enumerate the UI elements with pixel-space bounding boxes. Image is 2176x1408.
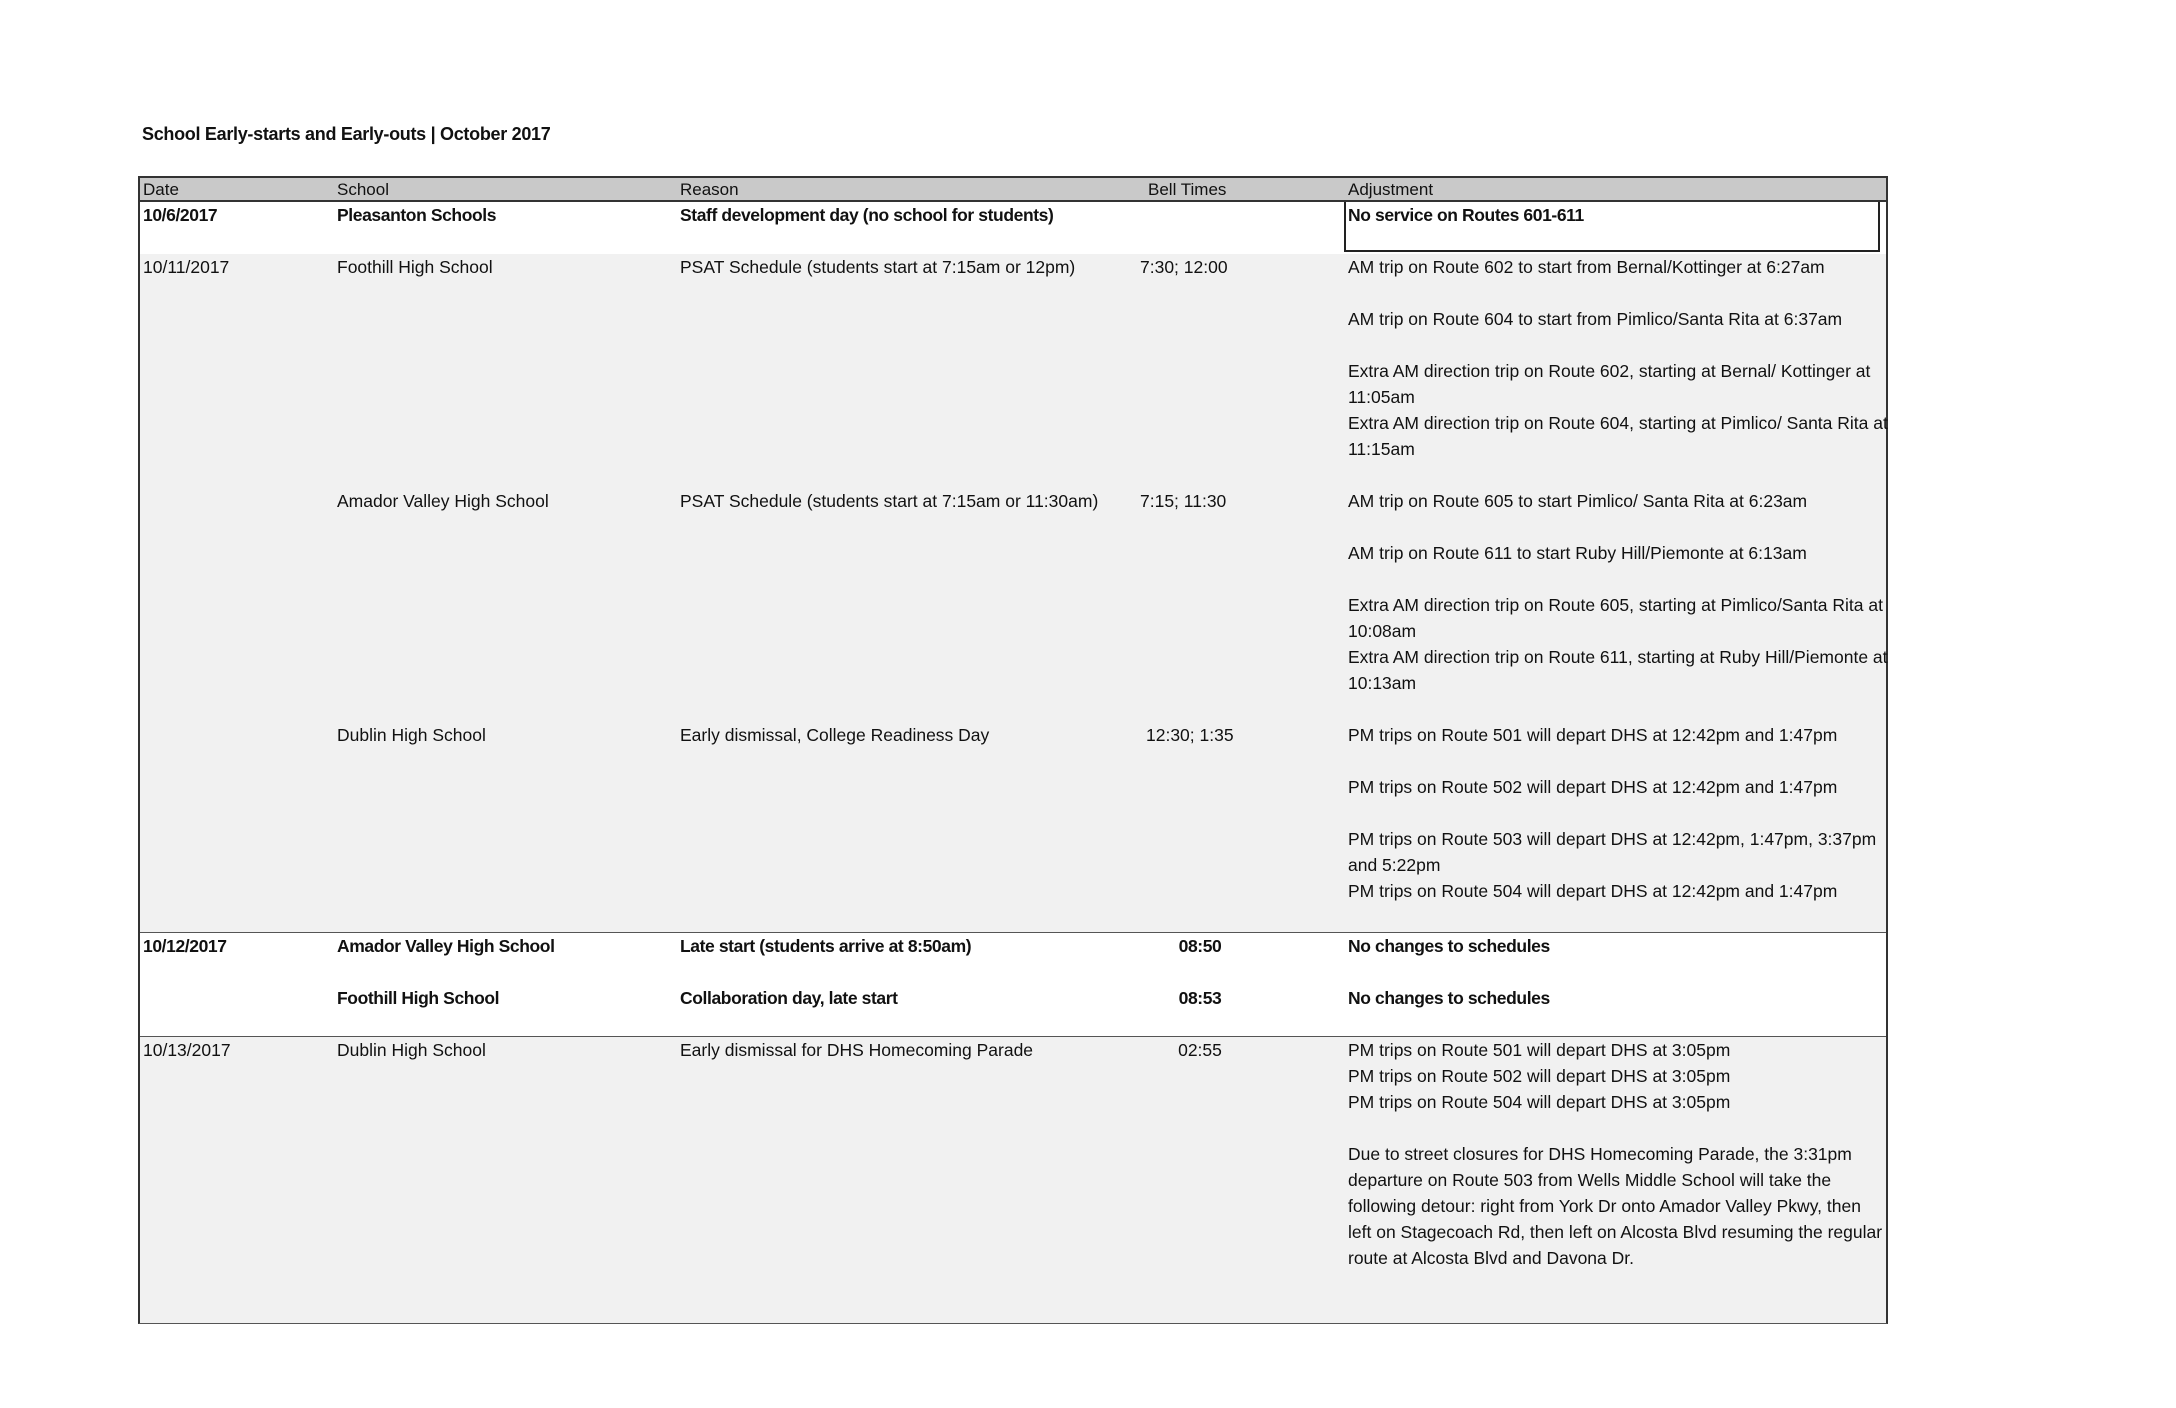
row-bell-times: 7:15; 11:30 — [1140, 491, 1227, 511]
row-reason: PSAT Schedule (students start at 7:15am or 11:30am) — [680, 491, 1099, 511]
adjustment-text: AM trip on Route 602 to start from Bernal/Kottinger at 6:27am — [1348, 257, 1825, 277]
adjustment-text: No changes to schedules — [1348, 936, 1550, 956]
column-header-bell-times: Bell Times — [1148, 180, 1227, 199]
adjustment-text: Extra AM direction trip on Route 602, starting at Bernal/ Kottinger at 11:05am — [1348, 361, 1871, 407]
column-header-adjustment: Adjustment — [1348, 180, 1434, 199]
row-reason: Collaboration day, late start — [680, 988, 898, 1008]
row-date: 10/11/2017 — [143, 257, 230, 277]
table-row — [140, 202, 1886, 254]
row-bell-times: 08:53 — [1178, 988, 1222, 1008]
adjustment-text: Extra AM direction trip on Route 611, starting at Ruby Hill/Piemonte at 10:13am — [1348, 647, 1888, 693]
adjustment-text: Extra AM direction trip on Route 604, starting at Pimlico/ Santa Rita at 11:15am — [1348, 413, 1888, 459]
schedule-table — [138, 176, 1888, 1324]
adjustment-text: PM trips on Route 501 will depart DHS at 12:42pm and 1:47pm — [1348, 725, 1838, 745]
row-school: Foothill High School — [337, 257, 493, 277]
adjustment-text: No changes to schedules — [1348, 988, 1550, 1008]
adjustment-text: AM trip on Route 604 to start from Pimlico/Santa Rita at 6:37am — [1348, 309, 1843, 329]
row-reason: Staff development day (no school for students) — [680, 205, 1054, 225]
row-reason: Late start (students arrive at 8:50am) — [680, 936, 972, 956]
row-adjustment — [1344, 202, 1880, 252]
adjustment-text: No service on Routes 601-611 — [1348, 205, 1584, 225]
adjustment-text: AM trip on Route 605 to start Pimlico/ Santa Rita at 6:23am — [1348, 491, 1808, 511]
adjustment-text: PM trips on Route 502 will depart DHS at 3:05pm — [1348, 1066, 1731, 1086]
row-date: 10/12/2017 — [143, 936, 227, 956]
row-date: 10/6/2017 — [143, 205, 218, 225]
row-reason: Early dismissal, College Readiness Day — [680, 725, 990, 745]
adjustment-text: PM trips on Route 501 will depart DHS at 3:05pm — [1348, 1040, 1731, 1060]
adjustment-text: AM trip on Route 611 to start Ruby Hill/Piemonte at 6:13am — [1348, 543, 1807, 563]
row-school: Dublin High School — [337, 725, 486, 745]
adjustment-text: PM trips on Route 504 will depart DHS at 12:42pm and 1:47pm — [1348, 881, 1838, 901]
row-date: 10/13/2017 — [143, 1040, 231, 1060]
row-reason: Early dismissal for DHS Homecoming Parade — [680, 1040, 1034, 1060]
row-school: Amador Valley High School — [337, 936, 555, 956]
row-bell-times: 7:30; 12:00 — [1140, 257, 1228, 277]
row-bell-times: 12:30; 1:35 — [1146, 725, 1234, 745]
adjustment-text: PM trips on Route 503 will depart DHS at 12:42pm, 1:47pm, 3:37pm and 5:22pm — [1348, 829, 1877, 875]
row-school: Dublin High School — [337, 1040, 486, 1060]
page-title: School Early-starts and Early-outs | October 2017 — [142, 124, 551, 144]
table-row-group — [140, 932, 1886, 1036]
adjustment-text: PM trips on Route 502 will depart DHS at 12:42pm and 1:47pm — [1348, 777, 1838, 797]
adjustment-text: Due to street closures for DHS Homecoming Parade, the 3:31pm departure on Route 503 from Wells Middle School will take the following detour: right from York Dr onto Amador Valley Pkwy, then left on Stagecoach Rd, then left on Alcosta Blvd resuming the regular route at Alcosta Blvd and Davona Dr. — [1348, 1144, 1883, 1268]
row-bell-times: 02:55 — [1178, 1040, 1222, 1060]
row-school: Foothill High School — [337, 988, 500, 1008]
table-row-group — [140, 254, 1886, 932]
table-header — [140, 176, 1886, 202]
adjustment-text: PM trips on Route 504 will depart DHS at 3:05pm — [1348, 1092, 1731, 1112]
row-reason: PSAT Schedule (students start at 7:15am or 12pm) — [680, 257, 1076, 277]
row-school: Amador Valley High School — [337, 491, 549, 511]
column-header-date: Date — [143, 180, 179, 199]
row-school: Pleasanton Schools — [337, 205, 497, 225]
column-header-reason: Reason — [680, 180, 739, 199]
column-header-school: School — [337, 180, 389, 199]
row-bell-times: 08:50 — [1178, 936, 1222, 956]
adjustment-text: Extra AM direction trip on Route 605, starting at Pimlico/Santa Rita at 10:08am — [1348, 595, 1883, 641]
table-row-group — [140, 1036, 1886, 1322]
